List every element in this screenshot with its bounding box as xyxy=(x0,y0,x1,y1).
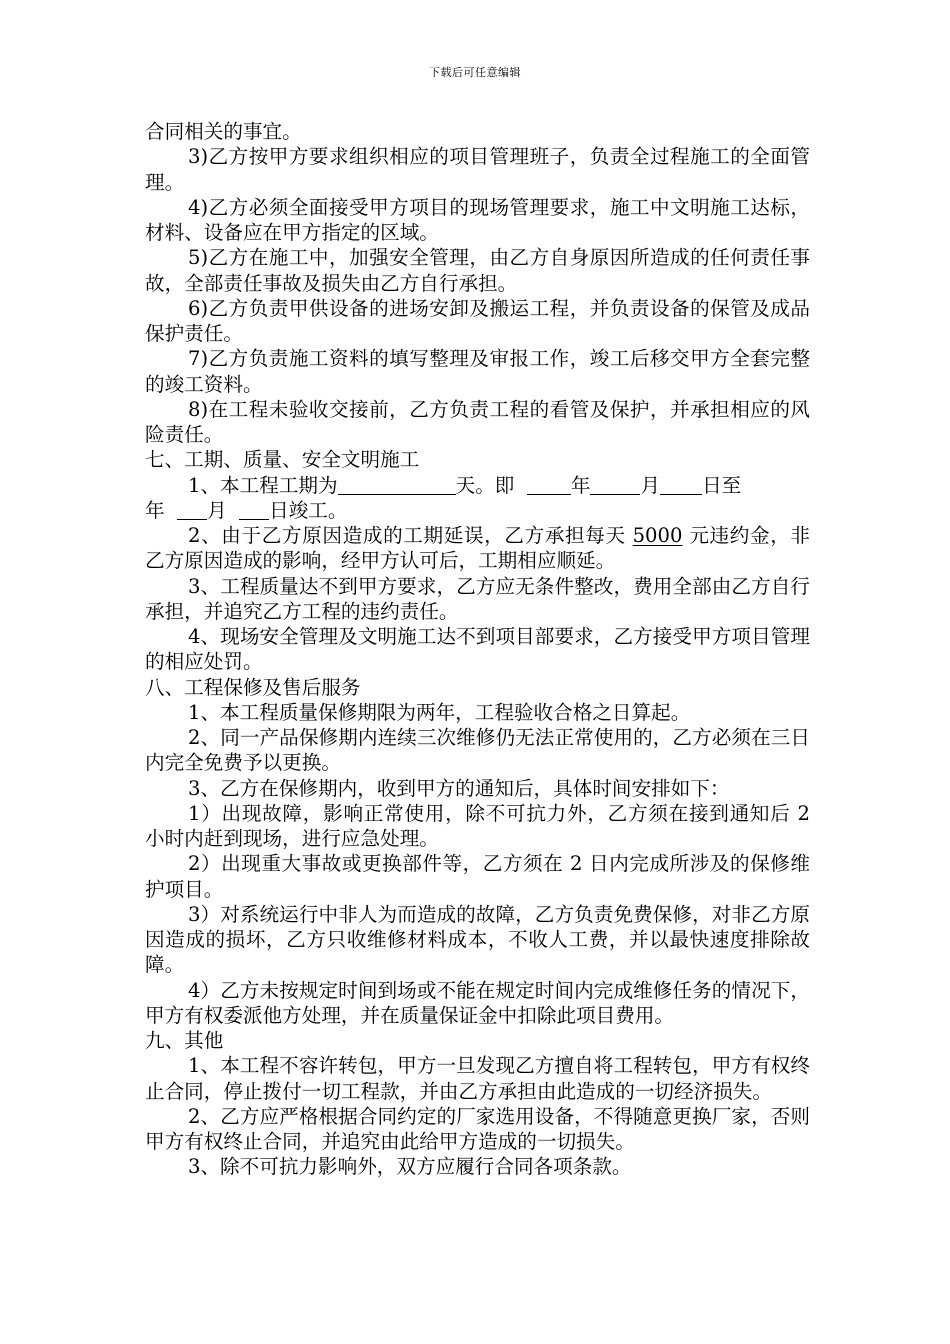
paragraph: 合同相关的事宜。 xyxy=(145,120,302,143)
document-body xyxy=(145,119,810,1180)
delay-amount: 5000 xyxy=(632,524,683,547)
blank-days xyxy=(338,475,456,495)
schedule-month: 月 xyxy=(640,473,661,497)
schedule-month2: 月 xyxy=(207,498,227,522)
paragraph: 8)在工程未验收交接前，乙方负责工程的看管及保护，并承担相应的风险责任。 xyxy=(145,397,810,446)
blank-month xyxy=(590,475,640,495)
section-heading: 八、工程保修及售后服务 xyxy=(145,675,361,699)
schedule-day-to: 日至 xyxy=(702,473,742,497)
paragraph: 4）乙方未按规定时间到场或不能在规定时间内完成维修任务的情况下，甲方有权委派他方处理，并在质量保证金中扣除此项目费用。 xyxy=(145,978,810,1027)
delay-text-after: 元违约金，非乙方原因造成的影响，经甲方认可后，工期相应顺延。 xyxy=(145,524,811,573)
paragraph: 3)乙方按甲方要求组织相应的项目管理班子，负责全过程施工的全面管理。 xyxy=(145,145,810,194)
delay-clause xyxy=(145,523,810,574)
schedule-days-unit: 天。即 xyxy=(455,473,515,497)
blank-month2 xyxy=(177,500,207,520)
paragraph: 2）出现重大事故或更换部件等，乙方须在 2 日内完成所涉及的保修维护项目。 xyxy=(145,852,810,901)
delay-text-before: 2、由于乙方原因造成的工期延误，乙方承担每天 xyxy=(188,524,626,547)
schedule-clause xyxy=(145,473,810,524)
paragraph: 5)乙方在施工中，加强安全管理，由乙方自身原因所造成的任何责任事故，全部责任事故及损失由乙方自行承担。 xyxy=(145,246,810,295)
paragraph: 7)乙方负责施工资料的填写整理及审报工作，竣工后移交甲方全套完整的竣工资料。 xyxy=(145,347,810,396)
schedule-year: 年 xyxy=(570,473,591,497)
paragraph: 6)乙方负责甲供设备的进场安卸及搬运工程，并负责设备的保管及成品保护责任。 xyxy=(145,296,810,345)
schedule-completion: 日竣工。 xyxy=(269,498,348,522)
paragraph: 4)乙方必须全面接受甲方项目的现场管理要求，施工中文明施工达标，材料、设备应在甲方指定的区域。 xyxy=(145,195,810,244)
section-heading: 九、其他 xyxy=(145,1029,224,1052)
paragraph: 3、除不可抗力影响外，双方应履行合同各项条款。 xyxy=(188,1155,632,1179)
paragraph: 1）出现故障，影响正常使用，除不可抗力外，乙方须在接到通知后 2 小时内赶到现场，进行应急处理。 xyxy=(145,801,810,850)
paragraph: 3、乙方在保修期内，收到甲方的通知后，具体时间安排如下： xyxy=(188,776,730,800)
section-heading: 七、工期、质量、安全文明施工 xyxy=(145,448,420,472)
schedule-prefix: 1、本工程工期为 xyxy=(188,473,338,497)
paragraph: 3、工程质量达不到甲方要求，乙方应无条件整改，费用全部由乙方自行承担，并追究乙方工程的违约责任。 xyxy=(145,574,810,623)
paragraph: 1、本工程不容许转包，甲方一旦发现乙方擅自将工程转包，甲方有权终止合同，停止拨付一切工程款，并由乙方承担由此造成的一切经济损失。 xyxy=(145,1054,810,1103)
schedule-year2: 年 xyxy=(145,498,165,522)
paragraph: 3）对系统运行中非人为而造成的故障，乙方负责免费保修，对非乙方原因造成的损坏，乙方只收维修材料成本，不收人工费，并以最快速度排除故障。 xyxy=(145,902,810,977)
paragraph: 1、本工程质量保修期限为两年，工程验收合格之日算起。 xyxy=(188,700,691,724)
paragraph: 4、现场安全管理及文明施工达不到项目部要求，乙方接受甲方项目管理的相应处罚。 xyxy=(145,625,810,674)
blank-day2 xyxy=(239,500,269,520)
paragraph: 2、同一产品保修期内连续三次维修仍无法正常使用的，乙方必须在三日内完全免费予以更换。 xyxy=(145,726,810,775)
paragraph: 2、乙方应严格根据合同约定的厂家选用设备，不得随意更换厂家，否则甲方有权终止合同，并追究由此给甲方造成的一切损失。 xyxy=(145,1104,810,1153)
blank-day xyxy=(660,475,702,495)
blank-year xyxy=(527,475,571,495)
page-header: 下载后可任意编辑 xyxy=(429,66,521,79)
